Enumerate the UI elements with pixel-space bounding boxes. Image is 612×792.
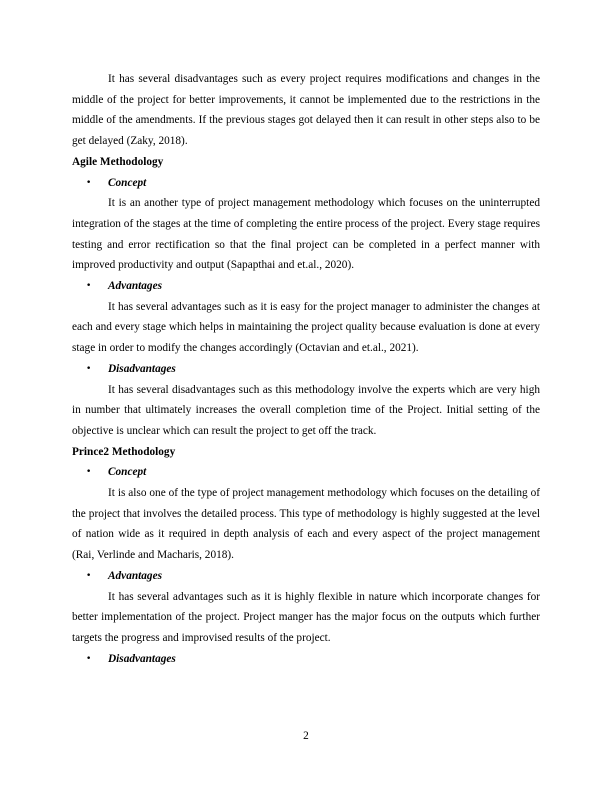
bullet-icon: • xyxy=(86,177,92,188)
agile-heading: Agile Methodology xyxy=(72,155,164,168)
prince2-concept-paragraph: It is also one of the type of project management methodology which focuses on the detailing of the project that involves the detailed process. This type of methodology is highly suggested at the level of nation wide as it required in depth analysis of each and every aspect of the project management (Rai, Verlinde and Macharis, 2018). xyxy=(72,487,540,562)
agile-advantages-label: Advantages xyxy=(108,280,162,293)
bullet-icon: • xyxy=(86,363,92,374)
agile-disadvantages-bullet xyxy=(72,359,540,380)
prince2-advantages-paragraph: It has several advantages such as it is highly flexible in nature which incorporate changes for better implementation of the project. Project manger has the major focus on the outputs which further targets the progress and improvised results of the project. xyxy=(72,590,540,644)
prince2-advantages-bullet xyxy=(72,566,540,587)
agile-concept-paragraph: It is an another type of project management methodology which focuses on the uninterrupted integration of the stages at the time of completing the entire process of the project. Every stage requires testing and error rectification so that the final project can be completed in a perfect manner with improved productivity and output (Sapapthai and et.al., 2020). xyxy=(72,197,540,272)
agile-disadvantages-paragraph: It has several disadvantages such as this methodology involve the experts which are very high in number that ultimately increases the overall completion time of the Project. Initial setting of the objective is unclear which can result the project to get off the track. xyxy=(72,383,540,437)
bullet-icon: • xyxy=(86,467,92,478)
agile-disadvantages-label: Disadvantages xyxy=(108,362,176,375)
agile-advantages-bullet xyxy=(72,276,540,297)
intro-paragraph: It has several disadvantages such as every project requires modifications and changes in the middle of the project for better improvements, it cannot be implemented due to the restrictions in the middle of the amendments. If the previous stages got delayed then it can result in other steps also to be get delayed (Zaky, 2018). xyxy=(72,73,540,148)
bullet-icon: • xyxy=(86,653,92,664)
bullet-icon: • xyxy=(86,281,92,292)
prince2-concept-label: Concept xyxy=(108,466,147,479)
prince2-concept-bullet xyxy=(72,462,540,483)
agile-concept-bullet xyxy=(72,173,540,194)
agile-advantages-paragraph: It has several advantages such as it is easy for the project manager to administer the changes at each and every stage which helps in maintaining the project quality because evaluation is done at every stage in order to modify the changes accordingly (Octavian and et.al., 2021). xyxy=(72,300,540,355)
document-body xyxy=(72,69,540,669)
prince2-advantages-label: Advantages xyxy=(108,569,162,582)
bullet-icon: • xyxy=(86,570,92,581)
prince2-disadvantages-label: Disadvantages xyxy=(108,652,176,665)
prince2-disadvantages-bullet xyxy=(72,649,540,670)
page-number: 2 xyxy=(303,730,309,742)
prince2-heading: Prince2 Methodology xyxy=(72,445,176,458)
agile-concept-label: Concept xyxy=(108,176,147,189)
